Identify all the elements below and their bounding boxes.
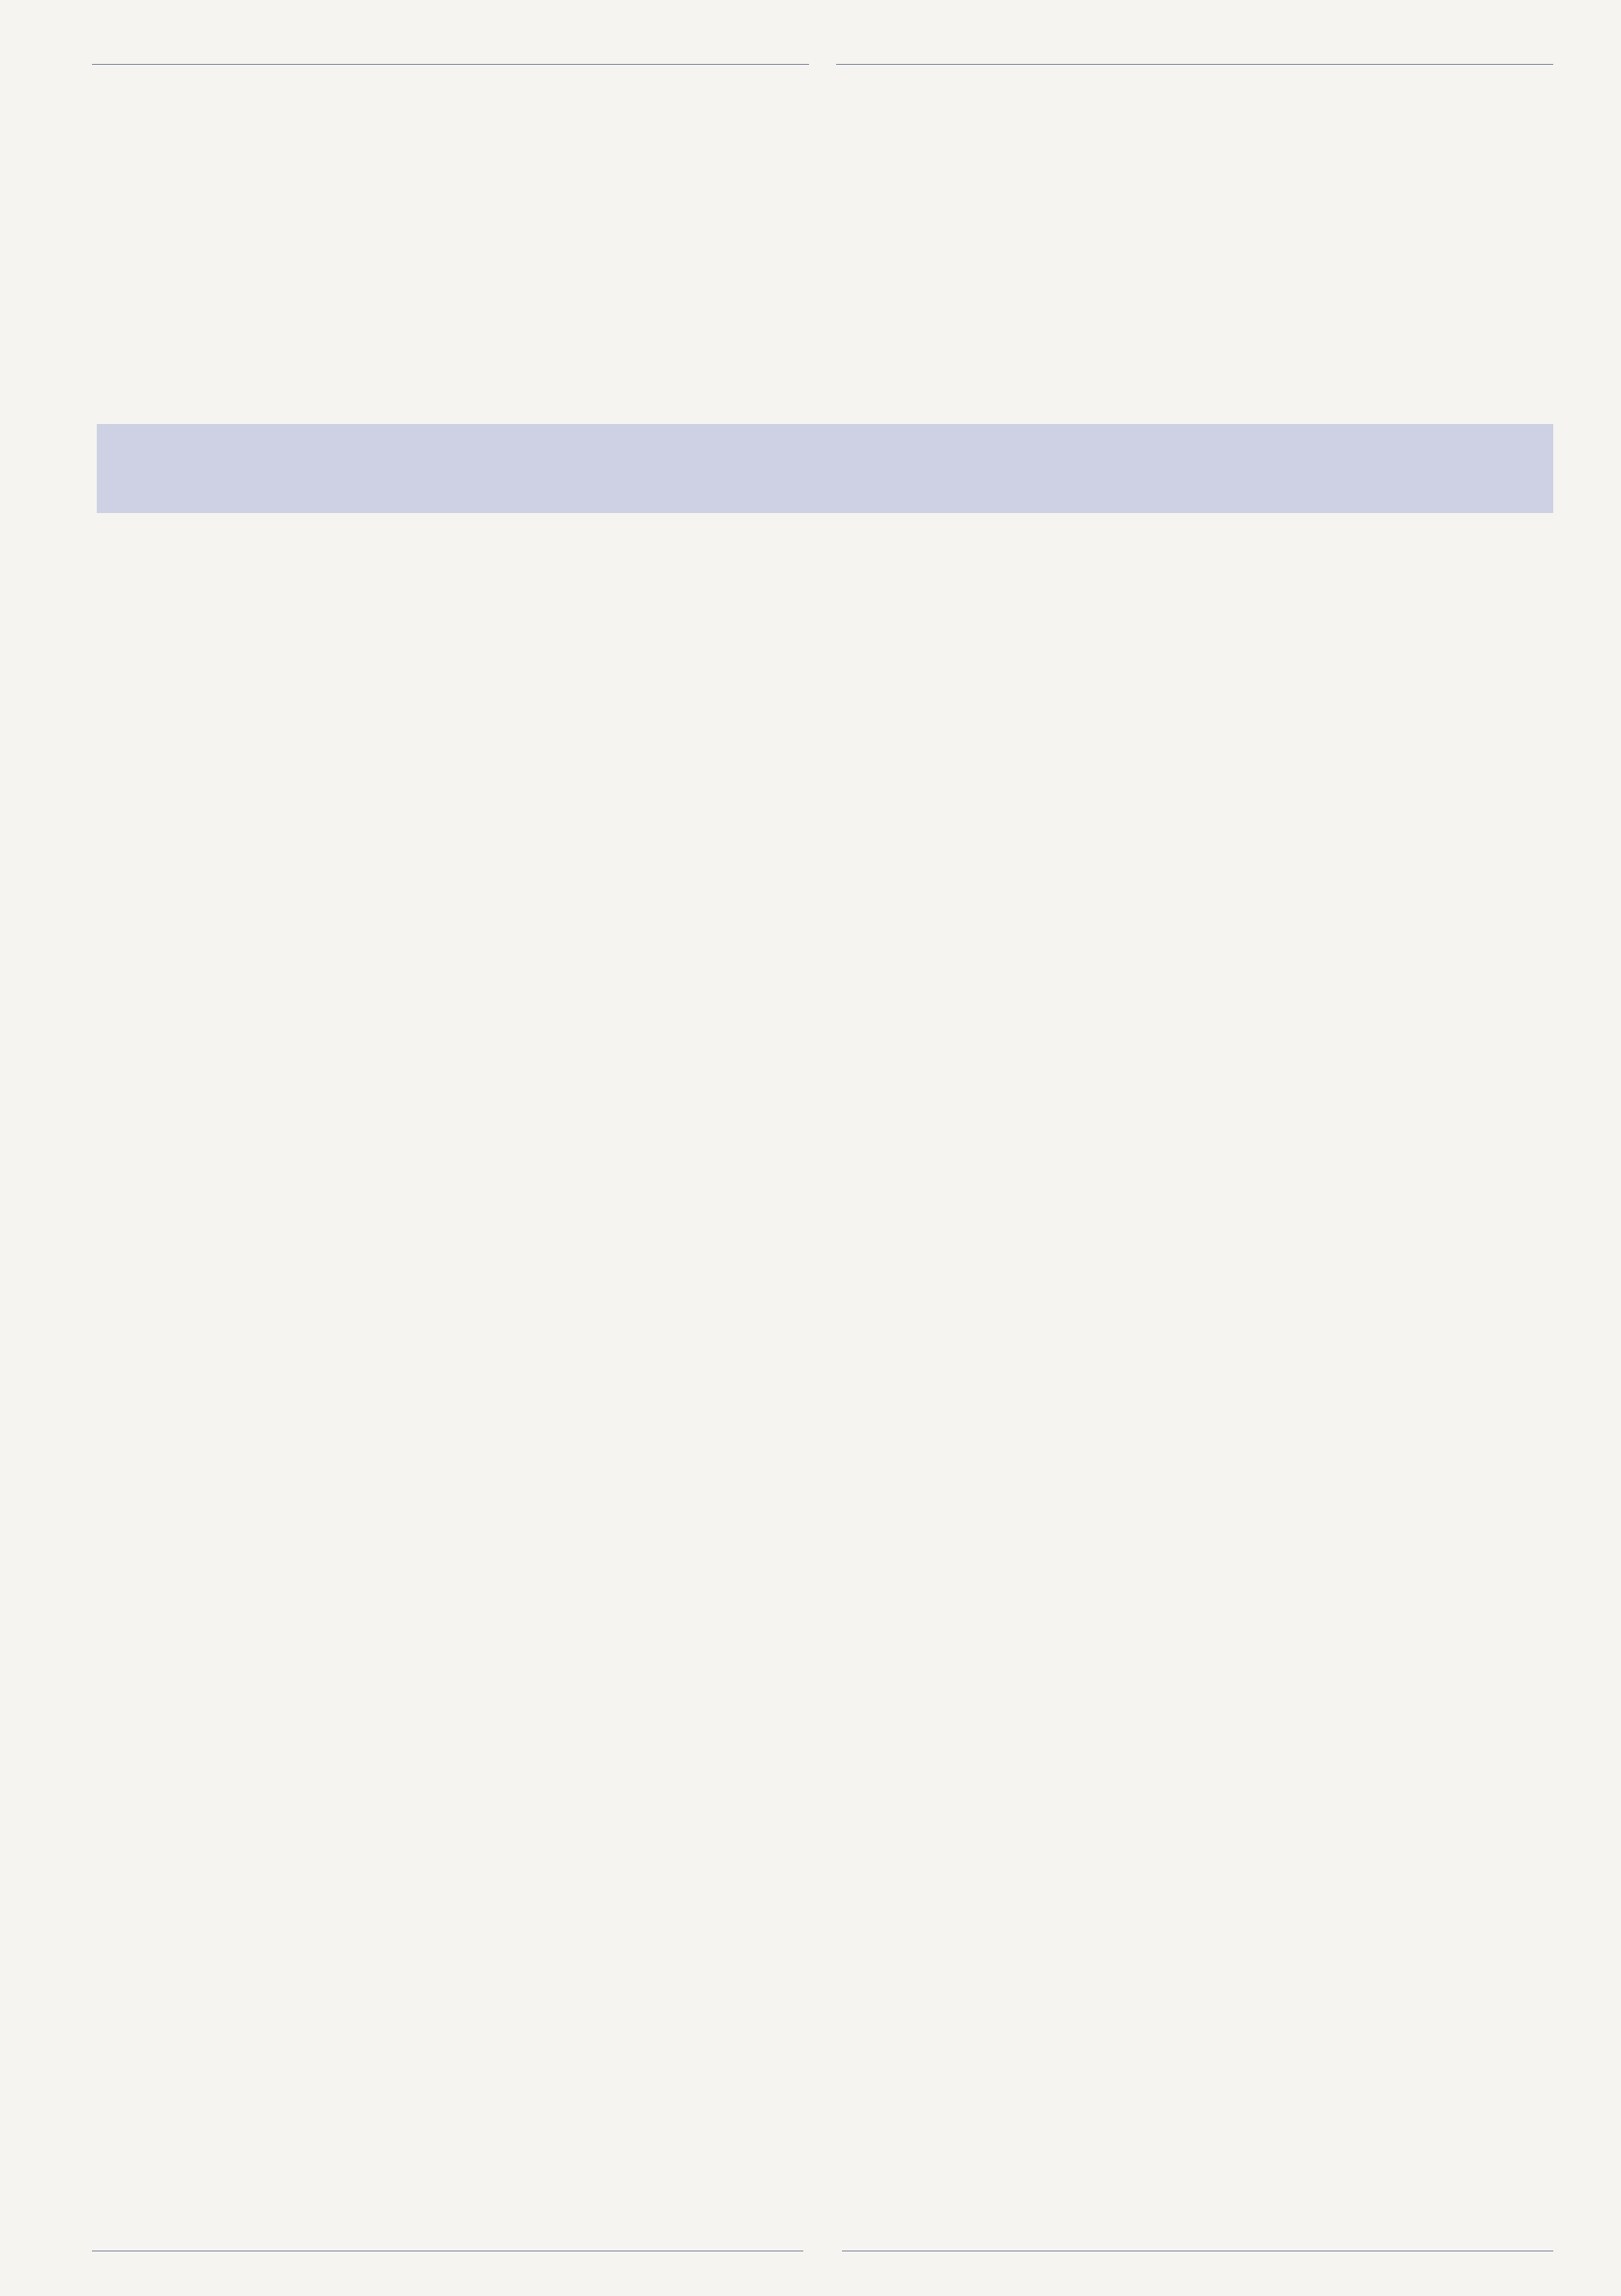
page-footer bbox=[92, 2231, 1553, 2270]
header-rule-right bbox=[836, 64, 1553, 65]
running-header bbox=[92, 45, 1553, 83]
section-banner bbox=[97, 424, 1553, 513]
header-rule-left bbox=[92, 64, 809, 65]
